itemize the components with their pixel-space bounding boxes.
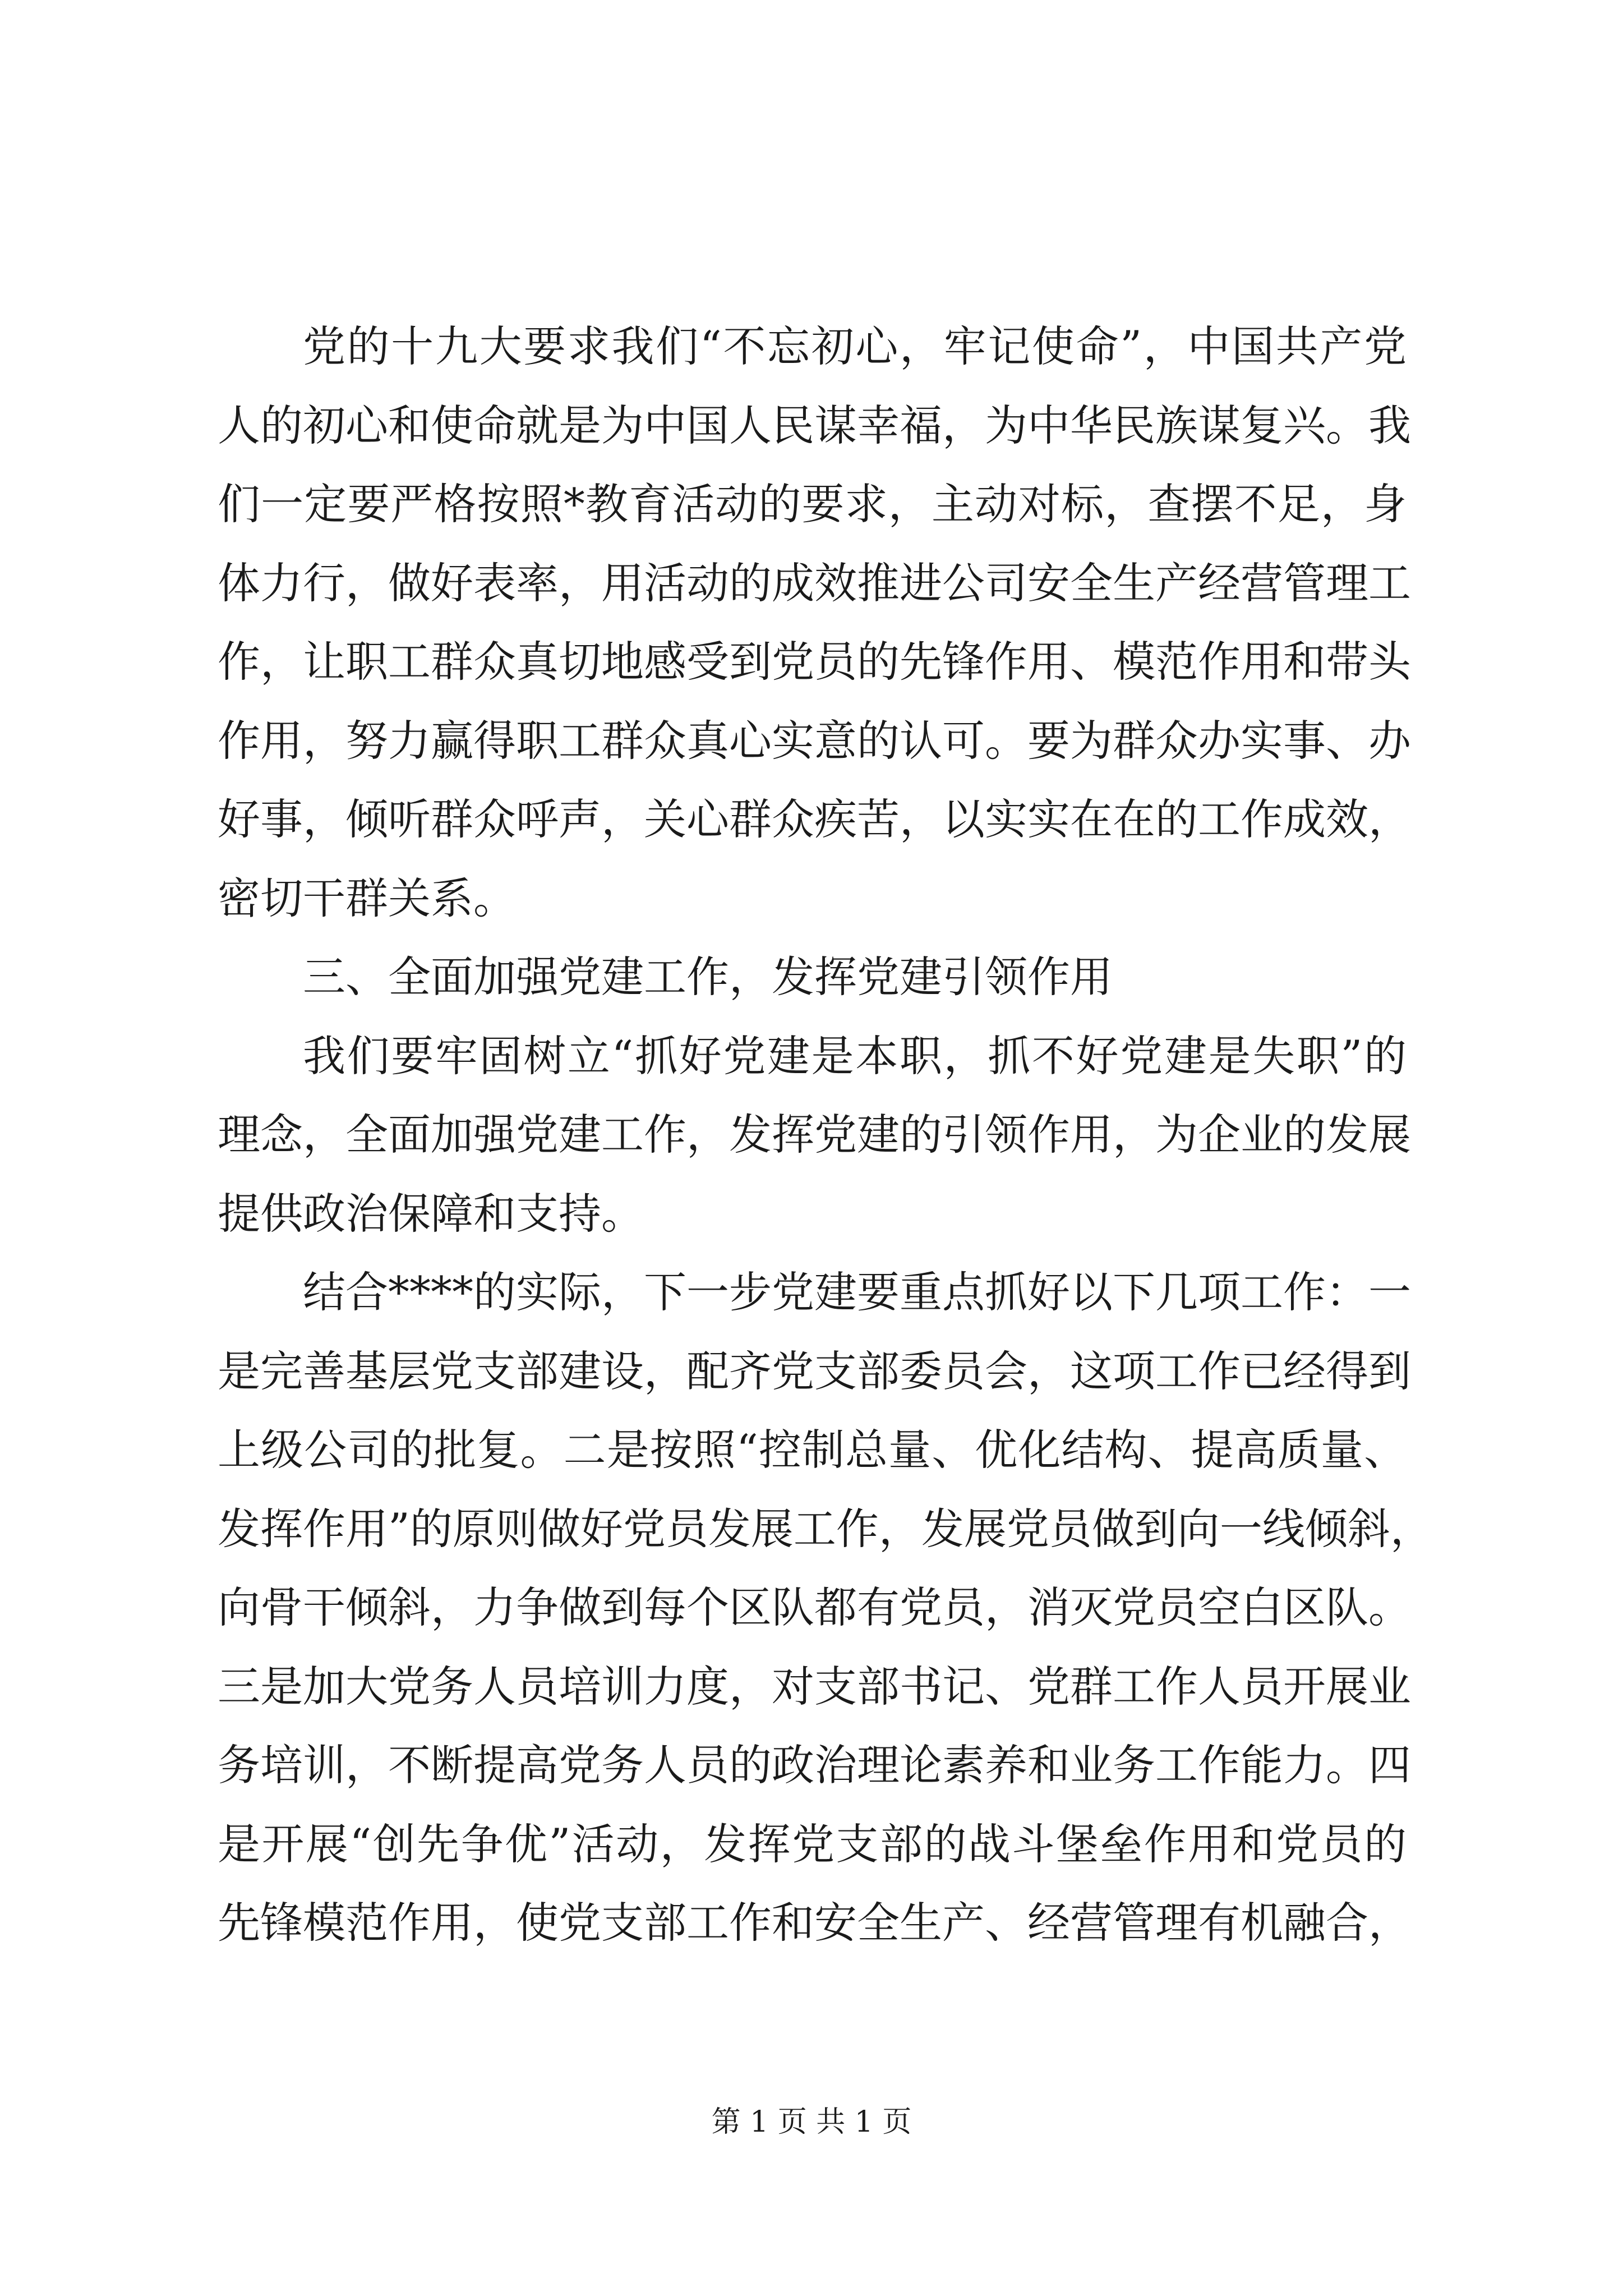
text-line: 好事，倾听群众呼声，关心群众疾苦，以实实在在的工作成效， [218,794,1411,844]
text-line: 作用，努力赢得职工群众真心实意的认可。要为群众办实事、办 [218,715,1411,766]
text-line: 是完善基层党支部建设，配齐党支部委员会，这项工作已经得到 [218,1346,1411,1396]
text-line: 党的十九大要求我们“不忘初心，牢记使命”，中国共产党 [303,321,1407,371]
section-heading: 三、全面加强党建工作，发挥党建引领作用 [303,952,1113,1002]
text-line: 理念，全面加强党建工作，发挥党建的引领作用，为企业的发展 [218,1110,1411,1159]
text-line: 务培训，不断提高党务人员的政治理论素养和业务工作能力。四 [218,1740,1411,1790]
text-line: 提供政治保障和支持。 [218,1188,644,1239]
text-line: 三是加大党务人员培训力度，对支部书记、党群工作人员开展业 [218,1661,1411,1711]
text-line: 结合****的实际，下一步党建要重点抓好以下几项工作：一 [303,1267,1411,1317]
page-footer: 第 1 页 共 1 页 [711,2105,912,2139]
document-body [218,307,1433,1963]
text-line: 上级公司的批复。二是按照“控制总量、优化结构、提高质量、 [218,1425,1407,1475]
text-line: 密切干群关系。 [218,873,516,923]
text-line: 作，让职工群众真切地感受到党员的先锋作用、模范作用和带头 [218,637,1411,687]
text-line: 人的初心和使命就是为中国人民谋幸福，为中华民族谋复兴。我 [218,400,1411,450]
text-line: 们一定要严格按照*教育活动的要求，主动对标，查摆不足，身 [218,479,1407,529]
text-line: 发挥作用”的原则做好党员发展工作，发展党员做到向一线倾斜， [218,1503,1433,1554]
text-line: 体力行，做好表率，用活动的成效推进公司安全生产经营管理工 [218,558,1411,608]
text-line: 向骨干倾斜，力争做到每个区队都有党员，消灭党员空白区队。 [218,1582,1411,1632]
text-line: 是开展“创先争优”活动，发挥党支部的战斗堡垒作用和党员的 [218,1819,1407,1869]
text-line: 先锋模范作用，使党支部工作和安全生产、经营管理有机融合， [218,1898,1411,1948]
text-line: 我们要牢固树立“抓好党建是本职，抓不好党建是失职”的 [303,1030,1407,1081]
